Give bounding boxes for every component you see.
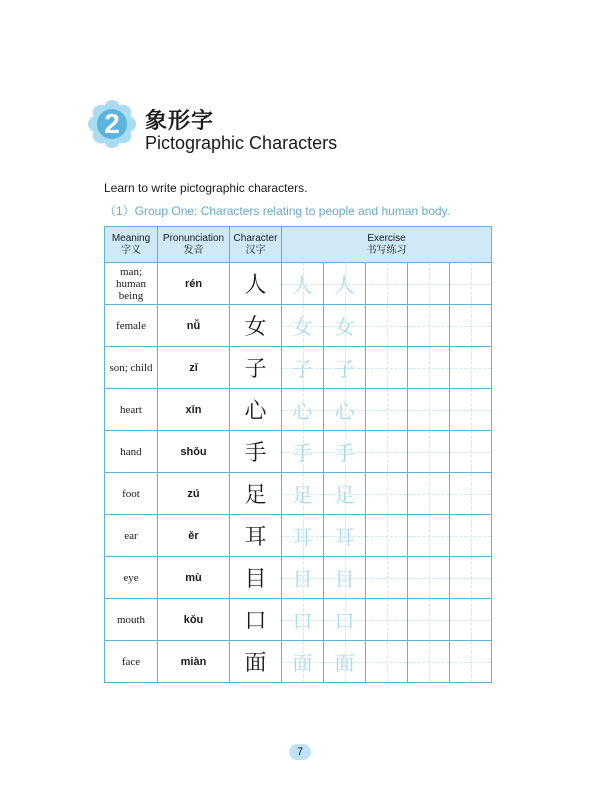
practice-box-traced[interactable] [282, 389, 324, 431]
practice-box-empty[interactable] [366, 389, 408, 431]
practice-box-empty[interactable] [450, 431, 492, 473]
trace-character: 子 [334, 357, 355, 381]
practice-box-empty[interactable] [408, 473, 450, 515]
practice-box-traced[interactable] [282, 641, 324, 683]
practice-box-empty[interactable] [408, 305, 450, 347]
header-exercise-cn: 书写练习 [366, 244, 407, 256]
practice-box-traced[interactable] [282, 305, 324, 347]
character-cell: 子 [230, 347, 282, 389]
practice-box-empty[interactable] [450, 599, 492, 641]
instruction-text: Learn to write pictographic characters. [104, 181, 308, 195]
practice-box-traced[interactable] [324, 473, 366, 515]
pronunciation-cell: nǚ [158, 305, 230, 347]
lesson-title-chinese: 象形字 [145, 109, 215, 134]
trace-character: 女 [292, 315, 313, 339]
practice-box-traced[interactable] [282, 515, 324, 557]
meaning-cell: hand [105, 431, 158, 473]
character-cell: 女 [230, 305, 282, 347]
character-cell: 目 [230, 557, 282, 599]
trace-character: 子 [292, 357, 313, 381]
practice-box-empty[interactable] [408, 347, 450, 389]
header-meaning [105, 227, 158, 263]
trace-character: 面 [334, 651, 355, 675]
header-exercise [282, 227, 492, 263]
pronunciation-cell: zú [158, 473, 230, 515]
practice-box-traced[interactable] [324, 599, 366, 641]
meaning-cell: foot [105, 473, 158, 515]
practice-box-empty[interactable] [408, 599, 450, 641]
table-row [105, 641, 492, 683]
trace-character: 足 [292, 483, 313, 507]
header-pronunciation [158, 227, 230, 263]
practice-box-traced[interactable] [324, 263, 366, 305]
practice-box-empty[interactable] [366, 641, 408, 683]
header-pronunciation-cn: 发音 [183, 244, 204, 256]
lesson-number: 2 [104, 108, 120, 139]
practice-box-empty[interactable] [366, 431, 408, 473]
character-cell: 手 [230, 431, 282, 473]
practice-table [104, 226, 492, 683]
meaning-cell: ear [105, 515, 158, 557]
pronunciation-cell: xīn [158, 389, 230, 431]
practice-box-empty[interactable] [366, 599, 408, 641]
practice-box-empty[interactable] [408, 557, 450, 599]
character-cell: 耳 [230, 515, 282, 557]
practice-box-traced[interactable] [282, 263, 324, 305]
meaning-cell: female [105, 305, 158, 347]
header-character-en: Character [233, 232, 278, 244]
meaning-cell: man; human being [105, 263, 158, 305]
table-row [105, 515, 492, 557]
practice-box-traced[interactable] [324, 515, 366, 557]
pronunciation-cell: miàn [158, 641, 230, 683]
practice-box-empty[interactable] [450, 515, 492, 557]
character-cell: 心 [230, 389, 282, 431]
practice-box-empty[interactable] [450, 263, 492, 305]
pronunciation-cell: mù [158, 557, 230, 599]
trace-character: 手 [292, 441, 313, 465]
trace-character: 心 [292, 399, 313, 423]
meaning-cell: mouth [105, 599, 158, 641]
practice-box-empty[interactable] [408, 389, 450, 431]
practice-box-empty[interactable] [450, 305, 492, 347]
meaning-cell: son; child [105, 347, 158, 389]
practice-box-empty[interactable] [408, 515, 450, 557]
pronunciation-cell: kǒu [158, 599, 230, 641]
character-cell: 人 [230, 263, 282, 305]
trace-character: 女 [334, 315, 355, 339]
practice-box-traced[interactable] [324, 431, 366, 473]
trace-character: 人 [292, 273, 313, 297]
group-label: （1）Group One: Characters relating to people and human body. [104, 204, 450, 218]
practice-box-empty[interactable] [366, 263, 408, 305]
trace-character: 口 [334, 609, 355, 633]
practice-box-empty[interactable] [366, 305, 408, 347]
table-header-row [105, 227, 492, 263]
practice-box-traced[interactable] [324, 389, 366, 431]
pronunciation-cell: shǒu [158, 431, 230, 473]
meaning-cell: face [105, 641, 158, 683]
practice-box-empty[interactable] [408, 263, 450, 305]
header-character [230, 227, 282, 263]
trace-character: 耳 [292, 525, 313, 549]
table-row [105, 431, 492, 473]
practice-box-traced[interactable] [282, 473, 324, 515]
trace-character: 口 [292, 609, 313, 633]
practice-box-empty[interactable] [366, 557, 408, 599]
header-meaning-cn: 字义 [121, 244, 141, 256]
trace-character: 目 [292, 567, 313, 591]
practice-box-empty[interactable] [366, 347, 408, 389]
page-number: 7 [289, 744, 311, 760]
trace-character: 手 [334, 441, 355, 465]
table-row [105, 389, 492, 431]
pronunciation-cell: rén [158, 263, 230, 305]
table-row [105, 305, 492, 347]
practice-box-traced[interactable] [324, 305, 366, 347]
practice-box-empty[interactable] [450, 389, 492, 431]
character-cell: 足 [230, 473, 282, 515]
lesson-title-english: Pictographic Characters [145, 133, 338, 153]
meaning-cell: heart [105, 389, 158, 431]
practice-box-traced[interactable] [324, 557, 366, 599]
trace-character: 心 [334, 399, 355, 423]
table-row [105, 473, 492, 515]
practice-box-empty[interactable] [408, 641, 450, 683]
header-exercise-en: Exercise [367, 232, 406, 244]
practice-box-empty[interactable] [366, 473, 408, 515]
table-row [105, 263, 492, 305]
lesson-badge [88, 100, 136, 148]
table-row [105, 347, 492, 389]
header-character-cn: 汉字 [245, 244, 266, 256]
header-meaning-en: Meaning [111, 232, 151, 244]
trace-character: 耳 [334, 525, 355, 549]
practice-box-empty[interactable] [408, 431, 450, 473]
practice-box-empty[interactable] [450, 473, 492, 515]
table-row [105, 557, 492, 599]
practice-box-empty[interactable] [450, 641, 492, 683]
table-row [105, 599, 492, 641]
trace-character: 目 [334, 567, 355, 591]
practice-box-traced[interactable] [324, 641, 366, 683]
practice-box-traced[interactable] [282, 557, 324, 599]
trace-character: 足 [334, 483, 355, 507]
practice-box-empty[interactable] [450, 557, 492, 599]
trace-character: 面 [292, 651, 313, 675]
character-cell: 面 [230, 641, 282, 683]
practice-box-traced[interactable] [282, 599, 324, 641]
practice-box-empty[interactable] [450, 347, 492, 389]
practice-box-traced[interactable] [324, 347, 366, 389]
practice-box-traced[interactable] [282, 431, 324, 473]
trace-character: 人 [334, 273, 355, 297]
practice-box-traced[interactable] [282, 347, 324, 389]
character-cell: 口 [230, 599, 282, 641]
pronunciation-cell: ěr [158, 515, 230, 557]
pronunciation-cell: zǐ [158, 347, 230, 389]
meaning-cell: eye [105, 557, 158, 599]
practice-box-empty[interactable] [366, 515, 408, 557]
header-pronunciation-en: Pronunciation [162, 232, 225, 244]
